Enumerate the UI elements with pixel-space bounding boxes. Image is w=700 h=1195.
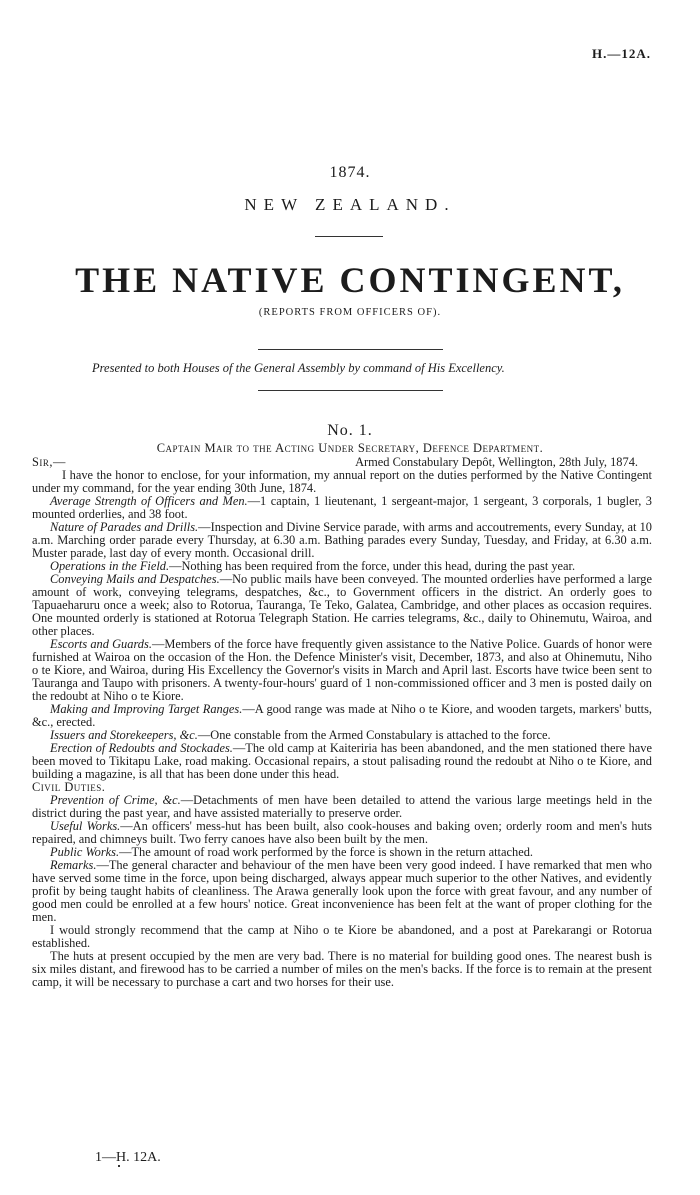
- section-label: Nature of Parades and Drills.: [50, 520, 199, 534]
- civil-duties-heading: Civil Duties.: [32, 780, 106, 794]
- divider-upper: [258, 349, 443, 350]
- divider-short: [315, 236, 383, 237]
- section-text: —One constable from the Armed Constabulary is attached to the force.: [197, 728, 551, 742]
- sender-address: Armed Constabulary Depôt, Wellington, 28th July, 1874.: [355, 455, 638, 469]
- section-label: Issuers and Storekeepers, &c.: [50, 728, 198, 742]
- section-label: Remarks.: [50, 858, 97, 872]
- section-label: Escorts and Guards.: [50, 637, 152, 651]
- section-text: —Nothing has been required from the force, under this head, during the past year.: [169, 559, 576, 573]
- section-label: Useful Works.: [50, 819, 121, 833]
- closing-paragraph: The huts at present occupied by the men are very bad. There is no material for building good ones. The nearest bush is six miles distant, and firewood has to be carried a number of miles on the men's backs. If the force is to remain at the present camp, it will be necessary to purchase a cart and two horses for their use.: [32, 949, 652, 989]
- section-paragraph: [32, 573, 652, 638]
- civil-paragraph: [32, 820, 652, 846]
- section-text: —A good range was made at Niho o te Kiore, and wooden targets, markers' butts, &c., erected.: [32, 702, 652, 729]
- country-heading: NEW ZEALAND.: [244, 195, 456, 214]
- page-reference: H.—12A.: [592, 46, 651, 61]
- section-label: Operations in the Field.: [50, 559, 170, 573]
- document-title: THE NATIVE CONTINGENT,: [75, 260, 625, 300]
- section-text: —Detachments of men have been detailed to attend the various large meetings held in the district during the past year, and have assisted materially to preserve order.: [32, 793, 653, 820]
- section-label: Erection of Redoubts and Stockades.: [50, 741, 233, 755]
- page-folio: 1—H. 12A.: [95, 1150, 161, 1165]
- section-text: —The old camp at Kaiteriria has been abandoned, and the men stationed there have been moved to Tikitapu Lake, road making. Occasional repairs, a stout palisading round the redoubt at Niho o te Kiore, and building a magazine, is all that has been done under this head.: [32, 741, 652, 781]
- year: 1874.: [329, 164, 371, 181]
- salutation: Sir,—: [32, 455, 66, 469]
- section-text: —No public mails have been conveyed. The mounted orderlies have performed a large amount of work, conveying telegrams, despatches, &c., to Government officers in the district. An orderly goes to Tapuaeharuru once a week; also to Rotorua, Tauranga, Te Teko, Galatea, Cambridge, and other places as occasion requires. One mounted orderly is stationed at Rotorua Telegraph Station. He carries telegrams, &c., daily to Ohinemutu, Wairoa, and other places.: [32, 572, 652, 638]
- document-subtitle: (REPORTS FROM OFFICERS OF).: [258, 307, 442, 318]
- section-label: Conveying Mails and Despatches.: [50, 572, 220, 586]
- section-paragraph: [32, 495, 652, 521]
- salutation-row: [32, 456, 652, 469]
- intro-paragraph: I have the honor to enclose, for your information, my annual report on the duties performed by the Native Contingent under my command, for the year ending 30th June, 1874.: [32, 468, 652, 495]
- presented-line: Presented to both Houses of the General Assembly by command of His Excellency.: [92, 361, 505, 375]
- section-paragraph: [32, 703, 652, 729]
- section-text: —Members of the force have frequently given assistance to the Native Police. Guards of honor were furnished at Wairoa on the occasion of the Hon. the Defence Minister's visit, December, 1873, and also at Ohinemutu, Niho o te Kiore, and Wairoa, during His Excellency the Governor's visits in March and April last. Escorts have twice been sent to Tauranga and Taupo with prisoners. A twenty-four-hours' guard of 1 non-commissioned officer and 3 men is posted daily on the redoubt at Niho o te Kiore.: [32, 637, 652, 703]
- letter-heading: Captain Mair to the Acting Under Secretary, Defence Department.: [156, 441, 544, 455]
- section-label: Making and Improving Target Ranges.: [50, 702, 243, 716]
- section-label: Public Works.: [50, 845, 120, 859]
- divider-lower: [258, 390, 443, 391]
- section-text: —1 captain, 1 lieutenant, 1 sergeant-major, 1 sergeant, 3 corporals, 1 bugler, 3 mounted orderlies, and 38 foot.: [32, 494, 652, 521]
- section-text: —The amount of road work performed by the force is shown in the return attached.: [119, 845, 533, 859]
- section-paragraph: [32, 638, 652, 703]
- section-label: Prevention of Crime, &c.: [50, 793, 181, 807]
- section-paragraph: [32, 521, 652, 560]
- print-mark: [118, 1165, 120, 1167]
- section-text: —Inspection and Divine Service parade, with arms and accoutrements, every Sunday, at 10 a.m. Marching order parade every Thursday, at 6.30 a.m. Bathing parades every Sunday, Tuesday, and Friday, at 6.30 a.m. Muster parade, last day of every month. Occasional drill.: [32, 520, 653, 560]
- civil-paragraph: [32, 794, 652, 820]
- document-number: No. 1.: [327, 422, 373, 439]
- section-paragraph: [32, 742, 652, 781]
- closing-paragraph: I would strongly recommend that the camp at Niho o te Kiore be abandoned, and a post at Parekarangi or Rotorua established.: [32, 923, 652, 950]
- letter-body: [32, 456, 652, 989]
- civil-paragraph: [32, 859, 652, 924]
- section-label: Average Strength of Officers and Men.: [50, 494, 248, 508]
- section-text: —The general character and behaviour of the men have been very good indeed. I have remarked that men who have served some time in the force, upon being discharged, always appear much superior to the other Natives, and evidently profit by being taught habits of cleanliness. The Arawa generally look upon the force with great favour, and any number of good men could be enrolled at a few hours' notice. Great inconvenience has been felt at the want of proper clothing for the men.: [32, 858, 652, 924]
- section-text: —An officers' mess-hut has been built, also cook-houses and baking oven; orderly room and men's huts repaired, and chimneys built. Two ferry canoes have also been built by the men.: [32, 819, 653, 846]
